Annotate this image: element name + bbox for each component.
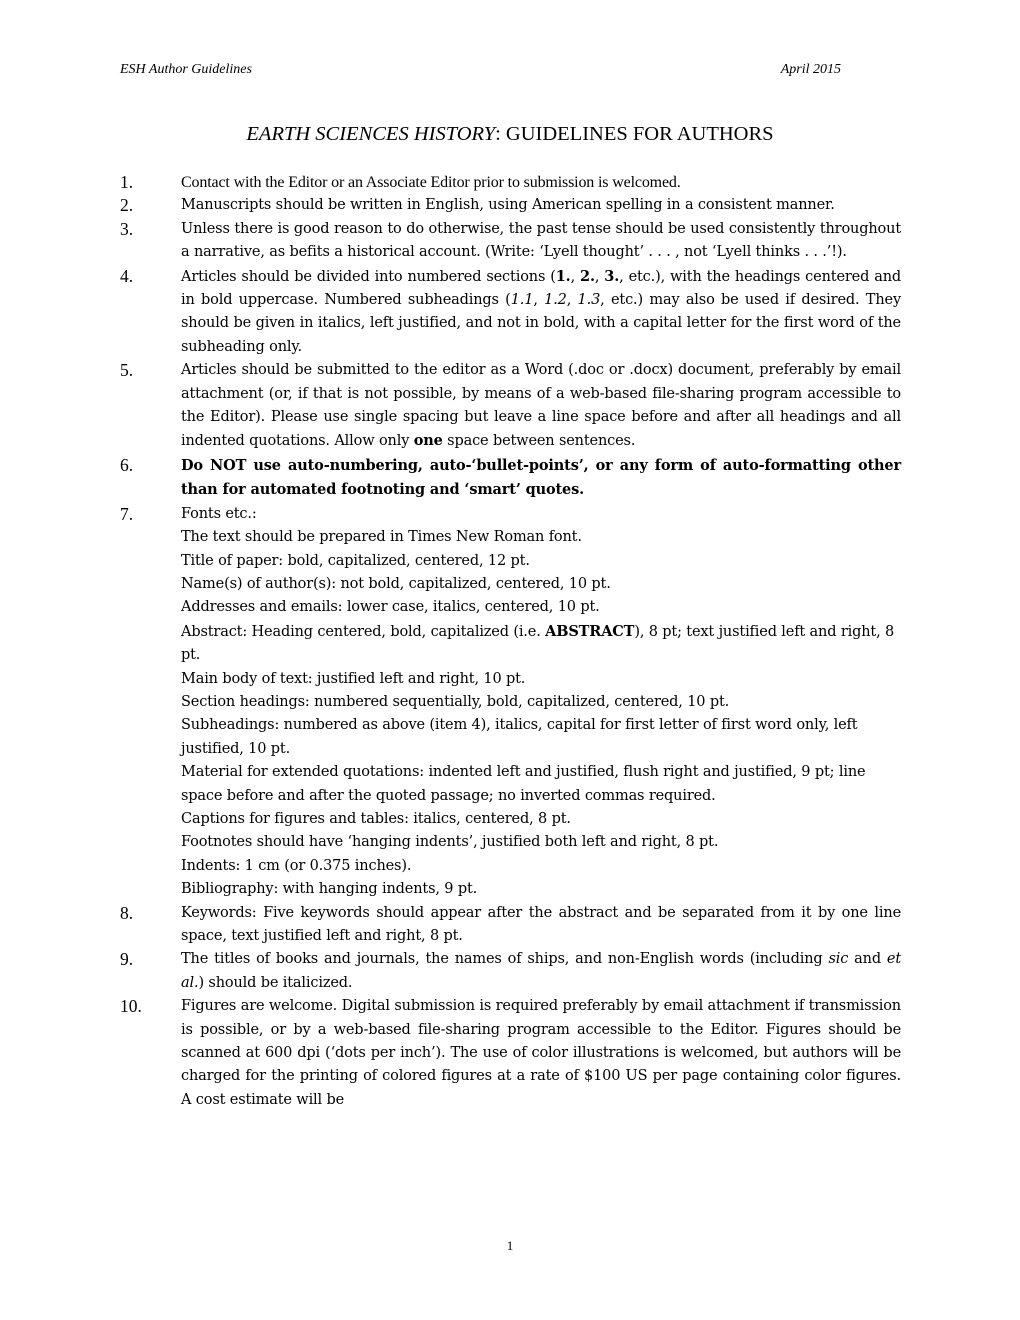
- list-item: [120, 995, 901, 1112]
- item-number: 2.: [120, 195, 134, 216]
- font-rule: Footnotes should have ‘hanging indents’, justified both left and right, 8 pt.: [181, 834, 719, 851]
- item-number: 4.: [120, 265, 134, 286]
- guidelines-list: [120, 171, 901, 1112]
- list-item: [120, 503, 901, 902]
- page-title: [120, 121, 900, 147]
- item-number: 1.: [120, 172, 134, 192]
- font-rule: Indents: 1 cm (or 0.375 inches).: [181, 857, 412, 874]
- list-item: [120, 454, 901, 503]
- item-text: Figures are welcome. Digital submission is required preferably by email attachment if transmission is possible, or by a web-based file-sharing program accessible to the Editor. Figures should be scanned at 600 dpi (‘dots per inch’). The use of color illustrations is welcomed, but authors will be charged for the printing of colored figures at a rate of $100 US per page containing color figures. A cost estimate will be: [181, 998, 901, 1108]
- font-rule: Captions for figures and tables: italics, centered, 8 pt.: [181, 810, 571, 827]
- font-rule: Name(s) of author(s): not bold, capitalized, centered, 10 pt.: [181, 575, 611, 592]
- font-rule: Section headings: numbered sequentially, bold, capitalized, centered, 10 pt.: [181, 693, 730, 710]
- list-item: [120, 948, 901, 995]
- item-number: 6.: [120, 454, 134, 475]
- fonts-intro: Fonts etc.:: [181, 505, 257, 522]
- item-text: Do NOT use auto-numbering, auto-‘bullet-points’, or any form of auto-formatting other than for automated footnoting and ‘smart’ quotes.: [181, 456, 901, 499]
- item-number: 3.: [120, 218, 134, 239]
- list-item: [120, 218, 901, 265]
- font-rule: Main body of text: justified left and right, 10 pt.: [181, 670, 526, 687]
- header-doc-name: ESH Author Guidelines: [120, 62, 252, 77]
- font-rule: Title of paper: bold, capitalized, centered, 12 pt.: [181, 552, 530, 569]
- item-number: 10.: [120, 996, 142, 1017]
- item-text: Articles should be divided into numbered sections (1., 2., 3., etc.), with the headings centered and in bold uppercase. Numbered subheadings (1.1, 1.2, 1.3, etc.) may also be used if desired. They should be given in italics, left justified, and not in bold, with a capital letter for the first word of the subheading only.: [181, 267, 902, 355]
- list-item: [120, 359, 901, 454]
- font-rule: Addresses and emails: lower case, italics, centered, 10 pt.: [181, 599, 600, 616]
- list-item: [120, 902, 901, 949]
- font-rule: Abstract: Heading centered, bold, capitalized (i.e. ABSTRACT), 8 pt; text justified left and right, 8 pt.: [181, 622, 895, 664]
- item-text: Keywords: Five keywords should appear after the abstract and be separated from it by one line space, text justified left and right, 8 pt.: [181, 904, 901, 944]
- item-text: Contact with the Editor or an Associate Editor prior to submission is welcomed.: [181, 174, 681, 191]
- list-item: [120, 171, 901, 194]
- item-number: 7.: [120, 503, 134, 524]
- title-journal-name: EARTH SCIENCES HISTORY: [246, 123, 496, 145]
- font-rule: Subheadings: numbered as above (item 4), italics, capital for first letter of first word only, left justified, 10 pt.: [181, 717, 858, 757]
- list-item: [120, 265, 901, 360]
- item-text: Manuscripts should be written in English, using American spelling in a consistent manner.: [181, 197, 835, 214]
- item-number: 8.: [120, 902, 134, 923]
- font-rule: Bibliography: with hanging indents, 9 pt.: [181, 881, 478, 898]
- header-date: April 2015: [780, 62, 841, 77]
- font-rule: Material for extended quotations: indented left and justified, flush right and justified, 9 pt; line space before and after the quoted passage; no inverted commas required.: [181, 764, 866, 804]
- font-rule: The text should be prepared in Times New Roman font.: [181, 529, 582, 546]
- item-text: The titles of books and journals, the names of ships, and non-English words (including sic and et al.) should be italicized.: [181, 951, 902, 991]
- page-header: [120, 61, 841, 79]
- title-rest: : GUIDELINES FOR AUTHORS: [495, 123, 774, 145]
- item-text: Unless there is good reason to do otherwise, the past tense should be used consistently throughout a narrative, as befits a historical account. (Write: ‘Lyell thought’ . . . , not ‘Lyell thinks . . .’!).: [181, 220, 901, 261]
- item-number: 9.: [120, 949, 134, 970]
- item-text: [181, 503, 901, 902]
- list-item: [120, 194, 901, 217]
- page-number: 1: [506, 1238, 514, 1253]
- item-text: Articles should be submitted to the editor as a Word (.doc or .docx) document, preferably by email attachment (or, if that is not possible, by means of a web-based file-sharing program accessible to the Editor). Please use single spacing but leave a line space before and after all headings and all indented quotations. Allow only one space between sentences.: [181, 362, 901, 450]
- item-number: 5.: [120, 360, 134, 381]
